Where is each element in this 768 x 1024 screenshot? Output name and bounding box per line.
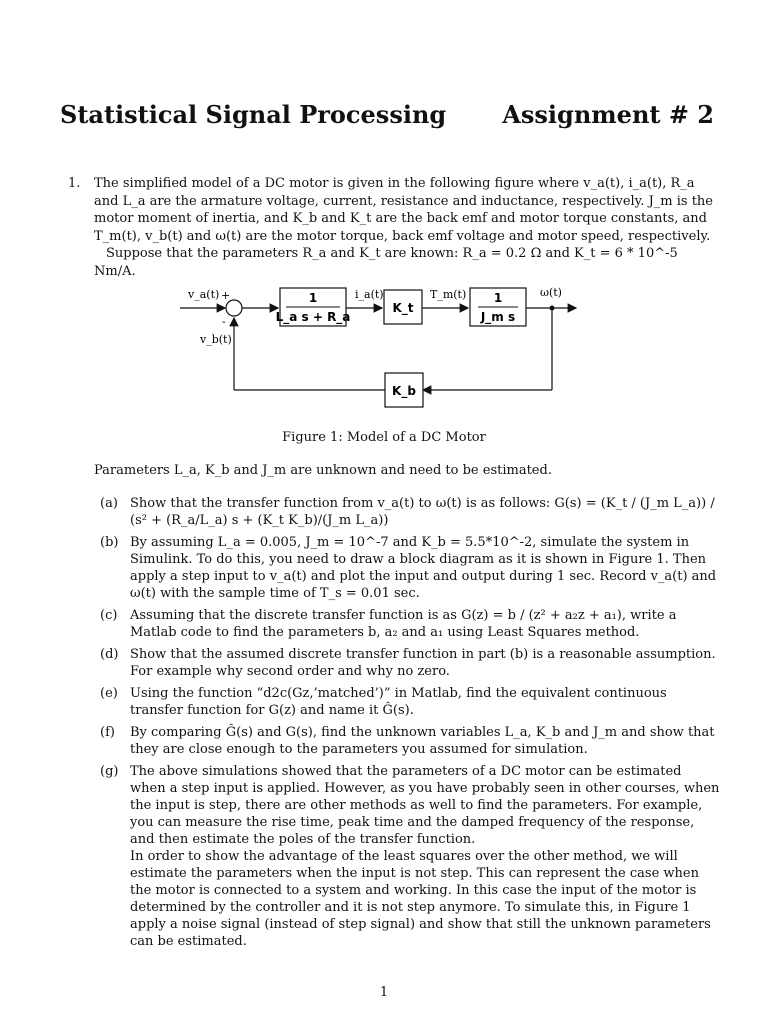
label-ia: i_a(t) xyxy=(355,288,384,301)
page-number: 1 xyxy=(379,985,389,1000)
label-minus: - xyxy=(222,315,226,328)
unknown-params-line: Parameters L_a, K_b and J_m are unknown and need to be estimated. xyxy=(94,463,552,478)
course-title: Statistical Signal Processing xyxy=(60,100,447,129)
part-b xyxy=(100,534,720,602)
part-label: (g) xyxy=(100,764,119,779)
dc-motor-block-diagram xyxy=(180,280,600,412)
part-c xyxy=(100,607,720,641)
block-armature-den: L_a s + R_a xyxy=(275,310,351,324)
block-inertia-num: 1 xyxy=(493,291,503,305)
problem-intro xyxy=(68,175,720,280)
part-text: Show that the transfer function from v_a(t) to ω(t) is as follows: G(s) = (K_t / (J_m L_a)) / (s² + (R_a/L_a) s + (K_t K_b)/(J_m L_a)) xyxy=(130,496,715,528)
part-g xyxy=(100,763,720,950)
label-vb: v_b(t) xyxy=(200,333,232,346)
label-omega: ω(t) xyxy=(540,286,562,299)
page-header xyxy=(60,100,714,140)
block-kt-label: K_t xyxy=(392,301,414,315)
part-text: The above simulations showed that the parameters of a DC motor can be estimated when a step input is applied. However, as you have probably seen in other courses, when the input is step, there are other methods as well to find the parameters. For example, you can measure the rise time, peak time and the damped frequency of the response, and then estimate the poles of the transfer function. xyxy=(130,764,720,847)
problem-number: 1. xyxy=(68,176,81,191)
label-plus: + xyxy=(221,289,231,302)
part-text: Using the function “d2c(Gz,’matched’)” in Matlab, find the equivalent continuous transfer function for G(z) and name it Ĝ(s). xyxy=(130,686,667,718)
part-d xyxy=(100,646,720,680)
part-e xyxy=(100,685,720,719)
part-text: By comparing Ĝ(s) and G(s), find the unknown variables L_a, K_b and J_m and show that they are close enough to the parameters you assumed for simulation. xyxy=(130,725,715,757)
problem-known-params: Suppose that the parameters R_a and K_t are known: R_a = 0.2 Ω and K_t = 6 * 10^-5 Nm/A. xyxy=(94,246,678,279)
part-label: (f) xyxy=(100,725,115,740)
question-parts xyxy=(100,495,720,955)
label-va: v_a(t) xyxy=(188,288,220,301)
block-armature-num: 1 xyxy=(308,291,318,305)
part-f xyxy=(100,724,720,758)
part-label: (a) xyxy=(100,496,118,511)
assignment-title: Assignment # 2 xyxy=(502,100,714,129)
part-label: (b) xyxy=(100,535,119,550)
block-inertia-den: J_m s xyxy=(480,310,516,324)
label-tm: T_m(t) xyxy=(430,288,467,301)
part-text: By assuming L_a = 0.005, J_m = 10^-7 and K_b = 5.5*10^-2, simulate the system in Simulink. To do this, you need to draw a block diagram as it is shown in Figure 1. Then apply a step input to v_a(t) and plot the input and output during 1 sec. Record v_a(t) and ω(t) with the sample time of T_s = 0.01 sec. xyxy=(130,535,717,601)
problem-intro-text: The simplified model of a DC motor is given in the following figure where v_a(t), i_a(t), R_a and L_a are the armature voltage, current, resistance and inductance, respectively. J_m is the motor moment of inertia, and K_b and K_t are the back emf and motor torque constants, and T_m(t), v_b(t) and ω(t) are the motor torque, back emf voltage and motor speed, respectively. xyxy=(94,176,713,244)
part-label: (e) xyxy=(100,686,118,701)
part-text: Assuming that the discrete transfer function is as G(z) = b / (z² + a₂z + a₁), write a Matlab code to find the parameters b, a₂ and a₁ using Least Squares method. xyxy=(130,608,677,640)
part-label: (c) xyxy=(100,608,118,623)
part-text: Show that the assumed discrete transfer function in part (b) is a reasonable assumption. For example why second order and why no zero. xyxy=(130,647,716,679)
figure-caption: Figure 1: Model of a DC Motor xyxy=(282,430,486,445)
part-label: (d) xyxy=(100,647,119,662)
summing-junction xyxy=(226,300,242,316)
part-text-continued: In order to show the advantage of the least squares over the other method, we will estimate the parameters when the input is not step. This can represent the case when the motor is connected to a system and working. In this case the input of the motor is determined by the controller and it is not step anymore. To simulate this, in Figure 1 apply a noise signal (instead of step signal) and show that still the unknown parameters can be estimated. xyxy=(130,849,711,949)
block-kb-label: K_b xyxy=(392,384,416,398)
part-a xyxy=(100,495,720,529)
